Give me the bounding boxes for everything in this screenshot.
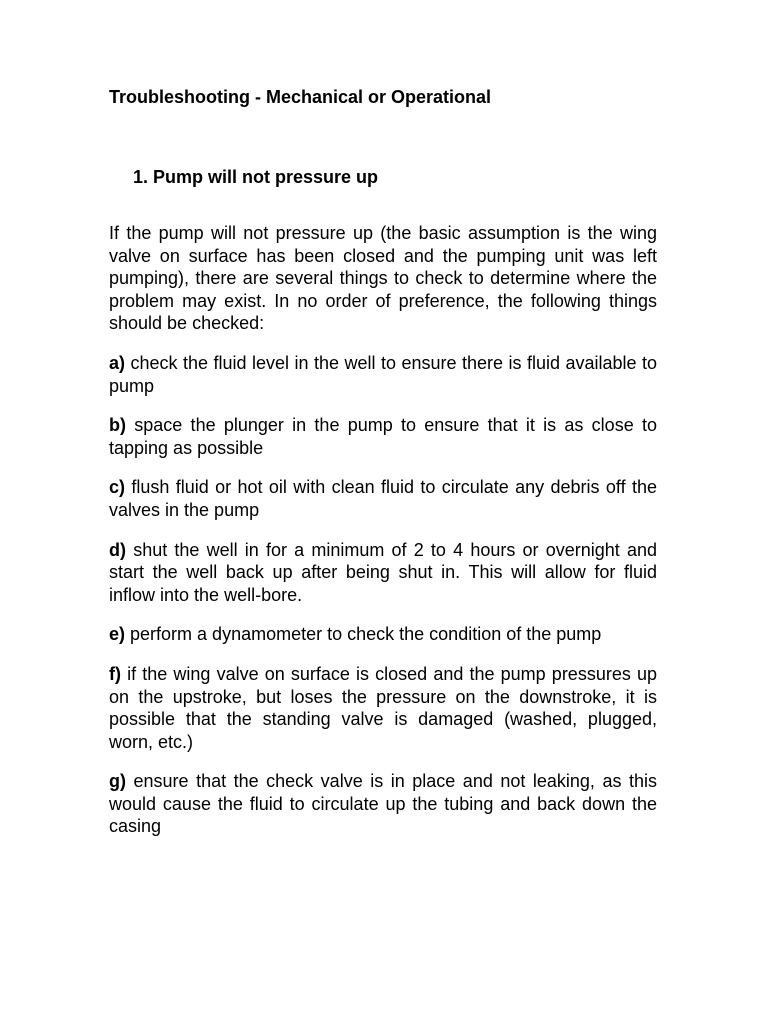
checklist-item-e <box>109 623 657 646</box>
item-text: flush fluid or hot oil with clean fluid to circulate any debris off the valves in the pump <box>109 477 657 520</box>
item-text: space the plunger in the pump to ensure that it is as close to tapping as possible <box>109 415 657 458</box>
item-label: g) <box>109 771 126 792</box>
item-label: f) <box>109 663 121 684</box>
item-text: if the wing valve on surface is closed and the pump pressures up on the upstroke, but loses the pressure on the downstroke, it is possible that the standing valve is damaged (washed, plugged, worn, etc.) <box>109 663 657 752</box>
checklist-item-g <box>109 770 657 838</box>
checklist-item-c <box>109 476 657 521</box>
item-text: check the fluid level in the well to ensure there is fluid available to pump <box>109 352 657 396</box>
checklist <box>109 352 657 838</box>
item-label: c) <box>109 477 126 498</box>
document-page <box>109 84 657 838</box>
item-label: a) <box>109 352 126 373</box>
item-label: d) <box>109 539 126 560</box>
intro-paragraph: If the pump will not pressure up (the basic assumption is the wing valve on surface has been closed and the pumping unit was left pumping), there are several things to check to determine where the problem may exist. In no order of preference, the following things should be checked: <box>109 223 657 334</box>
item-text: shut the well in for a minimum of 2 to 4 hours or overnight and start the well back up after being shut in. This will allow for fluid inflow into the well-bore. <box>109 539 657 605</box>
item-label: b) <box>109 415 126 436</box>
checklist-item-d <box>109 539 657 607</box>
checklist-item-f <box>109 663 657 753</box>
document-title: Troubleshooting - Mechanical or Operational <box>109 87 492 107</box>
checklist-item-a <box>109 352 657 397</box>
item-text: perform a dynamometer to check the condition of the pump <box>130 624 602 645</box>
checklist-item-b <box>109 414 657 459</box>
item-text: ensure that the check valve is in place and not leaking, as this would cause the fluid to circulate up the tubing and back down the casing <box>109 771 657 837</box>
section-heading: 1. Pump will not pressure up <box>133 167 379 187</box>
item-label: e) <box>109 624 126 645</box>
